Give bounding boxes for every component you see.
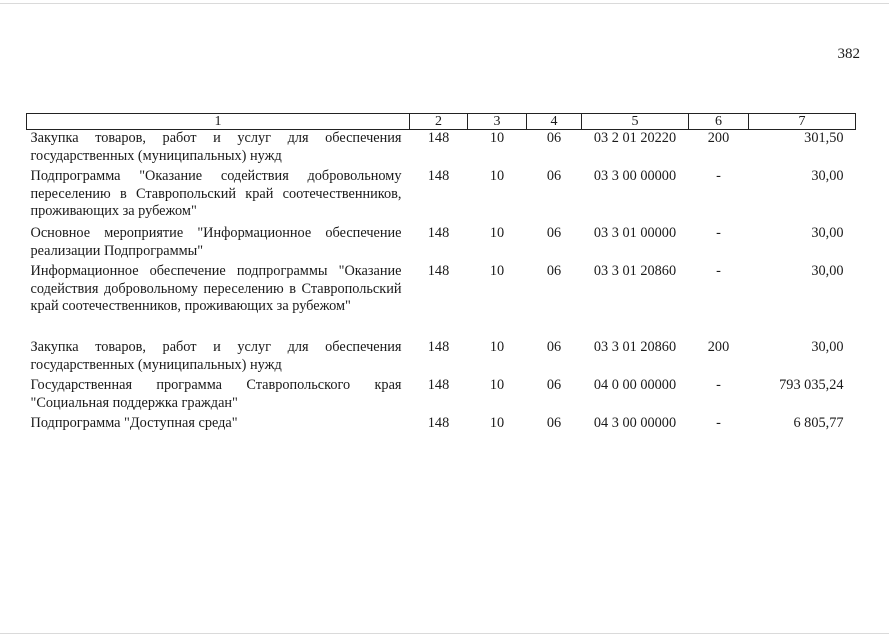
header-col-2: 2: [410, 114, 468, 130]
row-col-7: 30,00: [811, 339, 844, 355]
row-name: Государственная программа Ставропольского края "Социальная поддержка граждан": [30, 377, 402, 411]
row-col-5: 04 3 00 00000: [593, 415, 677, 431]
header-col-4: 4: [527, 114, 582, 130]
row-col-7: 30,00: [811, 263, 844, 279]
scan-edge-top: [0, 3, 889, 4]
table-row: [27, 339, 856, 377]
row-col-7: 6 805,77: [793, 415, 844, 431]
row-col-2: 148: [427, 377, 450, 393]
row-col-3: 10: [489, 415, 505, 431]
row-col-3: 10: [489, 130, 505, 146]
table-row: [27, 263, 856, 339]
table-row: [27, 168, 856, 225]
row-col-5: 03 3 01 20860: [593, 263, 677, 279]
page-number: 382: [837, 46, 860, 62]
row-col-2: 148: [427, 168, 450, 184]
row-col-6: 200: [707, 130, 730, 146]
row-col-5: 03 3 01 00000: [593, 225, 677, 241]
row-col-4: 06: [546, 225, 562, 241]
budget-table: [26, 113, 856, 436]
row-col-6: -: [716, 168, 721, 184]
row-col-4: 06: [546, 130, 562, 146]
row-col-6: -: [716, 225, 721, 241]
header-col-7: 7: [749, 114, 856, 130]
row-name: Подпрограмма "Доступная среда": [30, 415, 238, 431]
row-col-2: 148: [427, 339, 450, 355]
row-col-7: 30,00: [811, 168, 844, 184]
row-col-4: 06: [546, 415, 562, 431]
header-col-3: 3: [468, 114, 527, 130]
row-col-7: 30,00: [811, 225, 844, 241]
row-col-7: 793 035,24: [779, 377, 844, 393]
table-row: [27, 415, 856, 436]
scan-edge-bottom: [0, 633, 889, 634]
row-col-3: 10: [489, 377, 505, 393]
row-col-3: 10: [489, 339, 505, 355]
table-row: [27, 377, 856, 415]
row-col-2: 148: [427, 130, 450, 146]
row-col-3: 10: [489, 263, 505, 279]
row-col-3: 10: [489, 225, 505, 241]
row-col-2: 148: [427, 263, 450, 279]
table-row: [27, 130, 856, 169]
row-name: Основное мероприятие "Информационное обеспечение реализации Подпрограммы": [30, 225, 402, 259]
row-col-4: 06: [546, 377, 562, 393]
row-col-5: 03 2 01 20220: [593, 130, 677, 146]
row-col-6: -: [716, 377, 721, 393]
row-col-6: 200: [707, 339, 730, 355]
row-col-2: 148: [427, 415, 450, 431]
row-col-4: 06: [546, 339, 562, 355]
row-name: Информационное обеспечение подпрограммы "Оказание содействия добровольному переселению в Ставропольский край соотечественников, проживающих за рубежом": [30, 263, 402, 314]
row-col-5: 03 3 01 20860: [593, 339, 677, 355]
table-header-row: [27, 114, 856, 130]
header-col-5: 5: [582, 114, 689, 130]
header-col-6: 6: [689, 114, 749, 130]
row-col-2: 148: [427, 225, 450, 241]
row-col-3: 10: [489, 168, 505, 184]
row-col-6: -: [716, 263, 721, 279]
row-col-5: 04 0 00 00000: [593, 377, 677, 393]
row-col-5: 03 3 00 00000: [593, 168, 677, 184]
row-name: Закупка товаров, работ и услуг для обеспечения государственных (муниципальных) нужд: [30, 130, 402, 164]
row-col-7: 301,50: [804, 130, 844, 146]
row-name: Подпрограмма "Оказание содействия добровольному переселению в Ставропольский край соотечественников, проживающих за рубежом": [30, 168, 402, 219]
header-col-1: 1: [27, 114, 410, 130]
row-col-6: -: [716, 415, 721, 431]
row-col-4: 06: [546, 168, 562, 184]
table-row: [27, 225, 856, 263]
row-col-4: 06: [546, 263, 562, 279]
row-name: Закупка товаров, работ и услуг для обеспечения государственных (муниципальных) нужд: [30, 339, 402, 373]
